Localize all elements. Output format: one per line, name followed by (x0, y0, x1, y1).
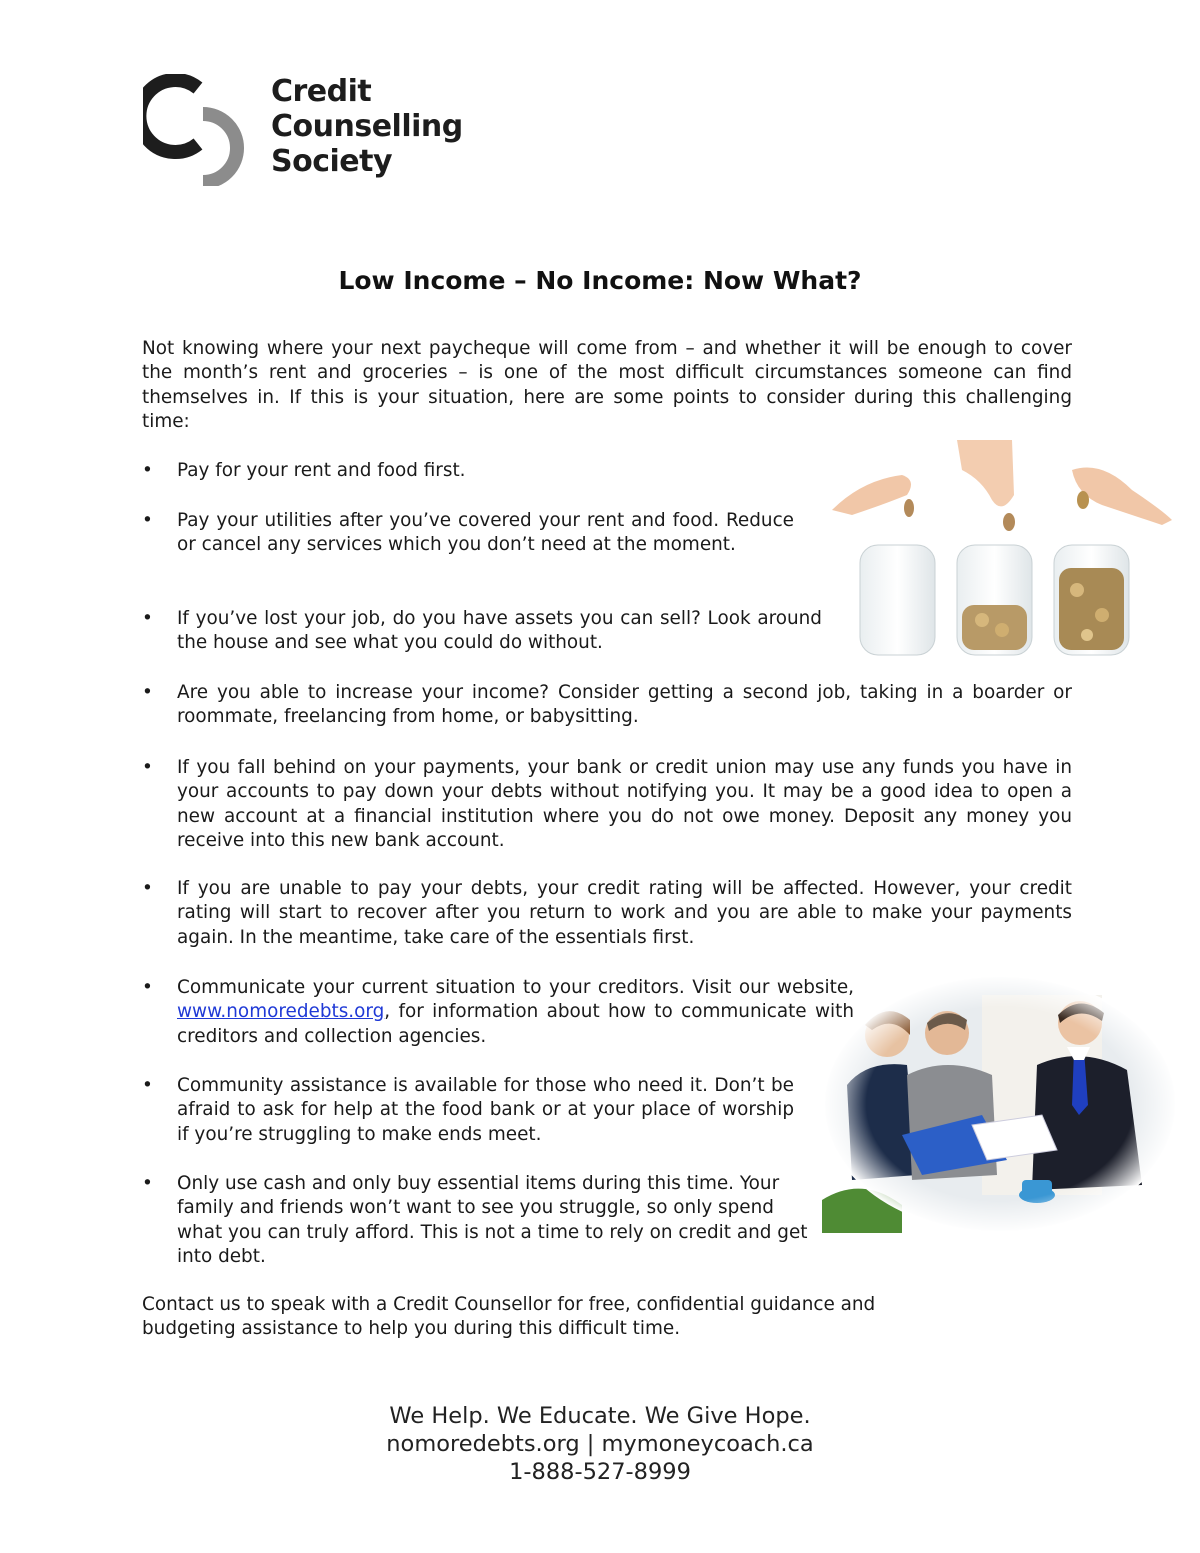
nomoredebts-link[interactable]: www.nomoredebts.org (177, 1001, 385, 1023)
bullet-dot-icon: • (142, 757, 153, 778)
logo (143, 74, 473, 186)
counselling-meeting-image (822, 975, 1177, 1233)
bullet-text: Pay your utilities after you’ve covered your rent and food. Reduce or cancel any services which you don’t need at the moment. (177, 510, 794, 556)
bullet-item (142, 1074, 794, 1147)
intro-paragraph: Not knowing where your next paycheque will come from – and whether it will be enough to cover the month’s rent and groceries – is one of the most difficult circumstances someone can find themselves in. If this is your situation, here are some points to consider during this challenging time: (142, 338, 1072, 432)
bullet-text: Are you able to increase your income? Consider getting a second job, taking in a boarder or roommate, freelancing from home, or babysitting. (177, 682, 1072, 728)
communicate-text-after: , for information about how to communicate with creditors and collection agencies. (177, 1001, 854, 1047)
bullet-item (142, 976, 854, 1049)
logo-line-1: Credit (271, 74, 372, 109)
bullet-item (142, 681, 1072, 730)
bullet-dot-icon: • (142, 878, 153, 899)
footer-websites: nomoredebts.org | mymoneycoach.ca (386, 1431, 814, 1457)
bullet-dot-icon: • (142, 608, 153, 629)
bullet-item (142, 509, 794, 558)
logo-line-3: Society (271, 144, 393, 179)
page-title: Low Income – No Income: Now What? (338, 266, 862, 295)
closing-paragraph: Contact us to speak with a Credit Counsellor for free, confidential guidance and budgeting assistance to help you during this difficult time. (142, 1294, 876, 1340)
bullet-item (142, 1172, 812, 1269)
bullet-text: Community assistance is available for those who need it. Don’t be afraid to ask for help at the food bank or at your place of worship if you’re struggling to make ends meet. (177, 1075, 794, 1145)
bullet-dot-icon: • (142, 682, 153, 703)
bullet-item (142, 756, 1072, 853)
bullet-text (177, 976, 854, 1049)
bullet-text: Only use cash and only buy essential items during this time. Your family and friends won’t want to see you struggle, so only spend what you can truly afford. This is not a time to rely on credit and get into debt. (177, 1173, 808, 1267)
logo-mark-icon (143, 74, 255, 186)
bullet-text: If you fall behind on your payments, your bank or credit union may use any funds you have in your accounts to pay down your debts without notifying you. It may be a good idea to open a new account at a financial institution where you do not owe money. Deposit any money you receive into this new bank account. (177, 757, 1072, 851)
bullet-item (142, 459, 842, 483)
footer-phone: 1-888-527-8999 (509, 1459, 691, 1485)
footer (0, 1402, 1200, 1486)
bullet-dot-icon: • (142, 460, 153, 481)
bullet-dot-icon: • (142, 977, 153, 998)
logo-wordmark (271, 74, 463, 179)
bullet-dot-icon: • (142, 1075, 153, 1096)
communicate-text-before: Communicate your current situation to your creditors. Visit our website, (177, 977, 854, 998)
logo-line-2: Counselling (271, 109, 463, 144)
bullet-dot-icon: • (142, 510, 153, 531)
bullet-item (142, 607, 822, 656)
footer-tagline: We Help. We Educate. We Give Hope. (389, 1403, 811, 1429)
coin-jars-image (832, 440, 1172, 665)
bullet-dot-icon: • (142, 1173, 153, 1194)
bullet-text: Pay for your rent and food first. (177, 460, 466, 481)
bullet-item (142, 877, 1072, 950)
bullet-text: If you are unable to pay your debts, your credit rating will be affected. However, your credit rating will start to recover after you return to work and you are able to make your payments again. In the meantime, take care of the essentials first. (177, 878, 1072, 948)
bullet-text: If you’ve lost your job, do you have assets you can sell? Look around the house and see what you could do without. (177, 608, 822, 654)
